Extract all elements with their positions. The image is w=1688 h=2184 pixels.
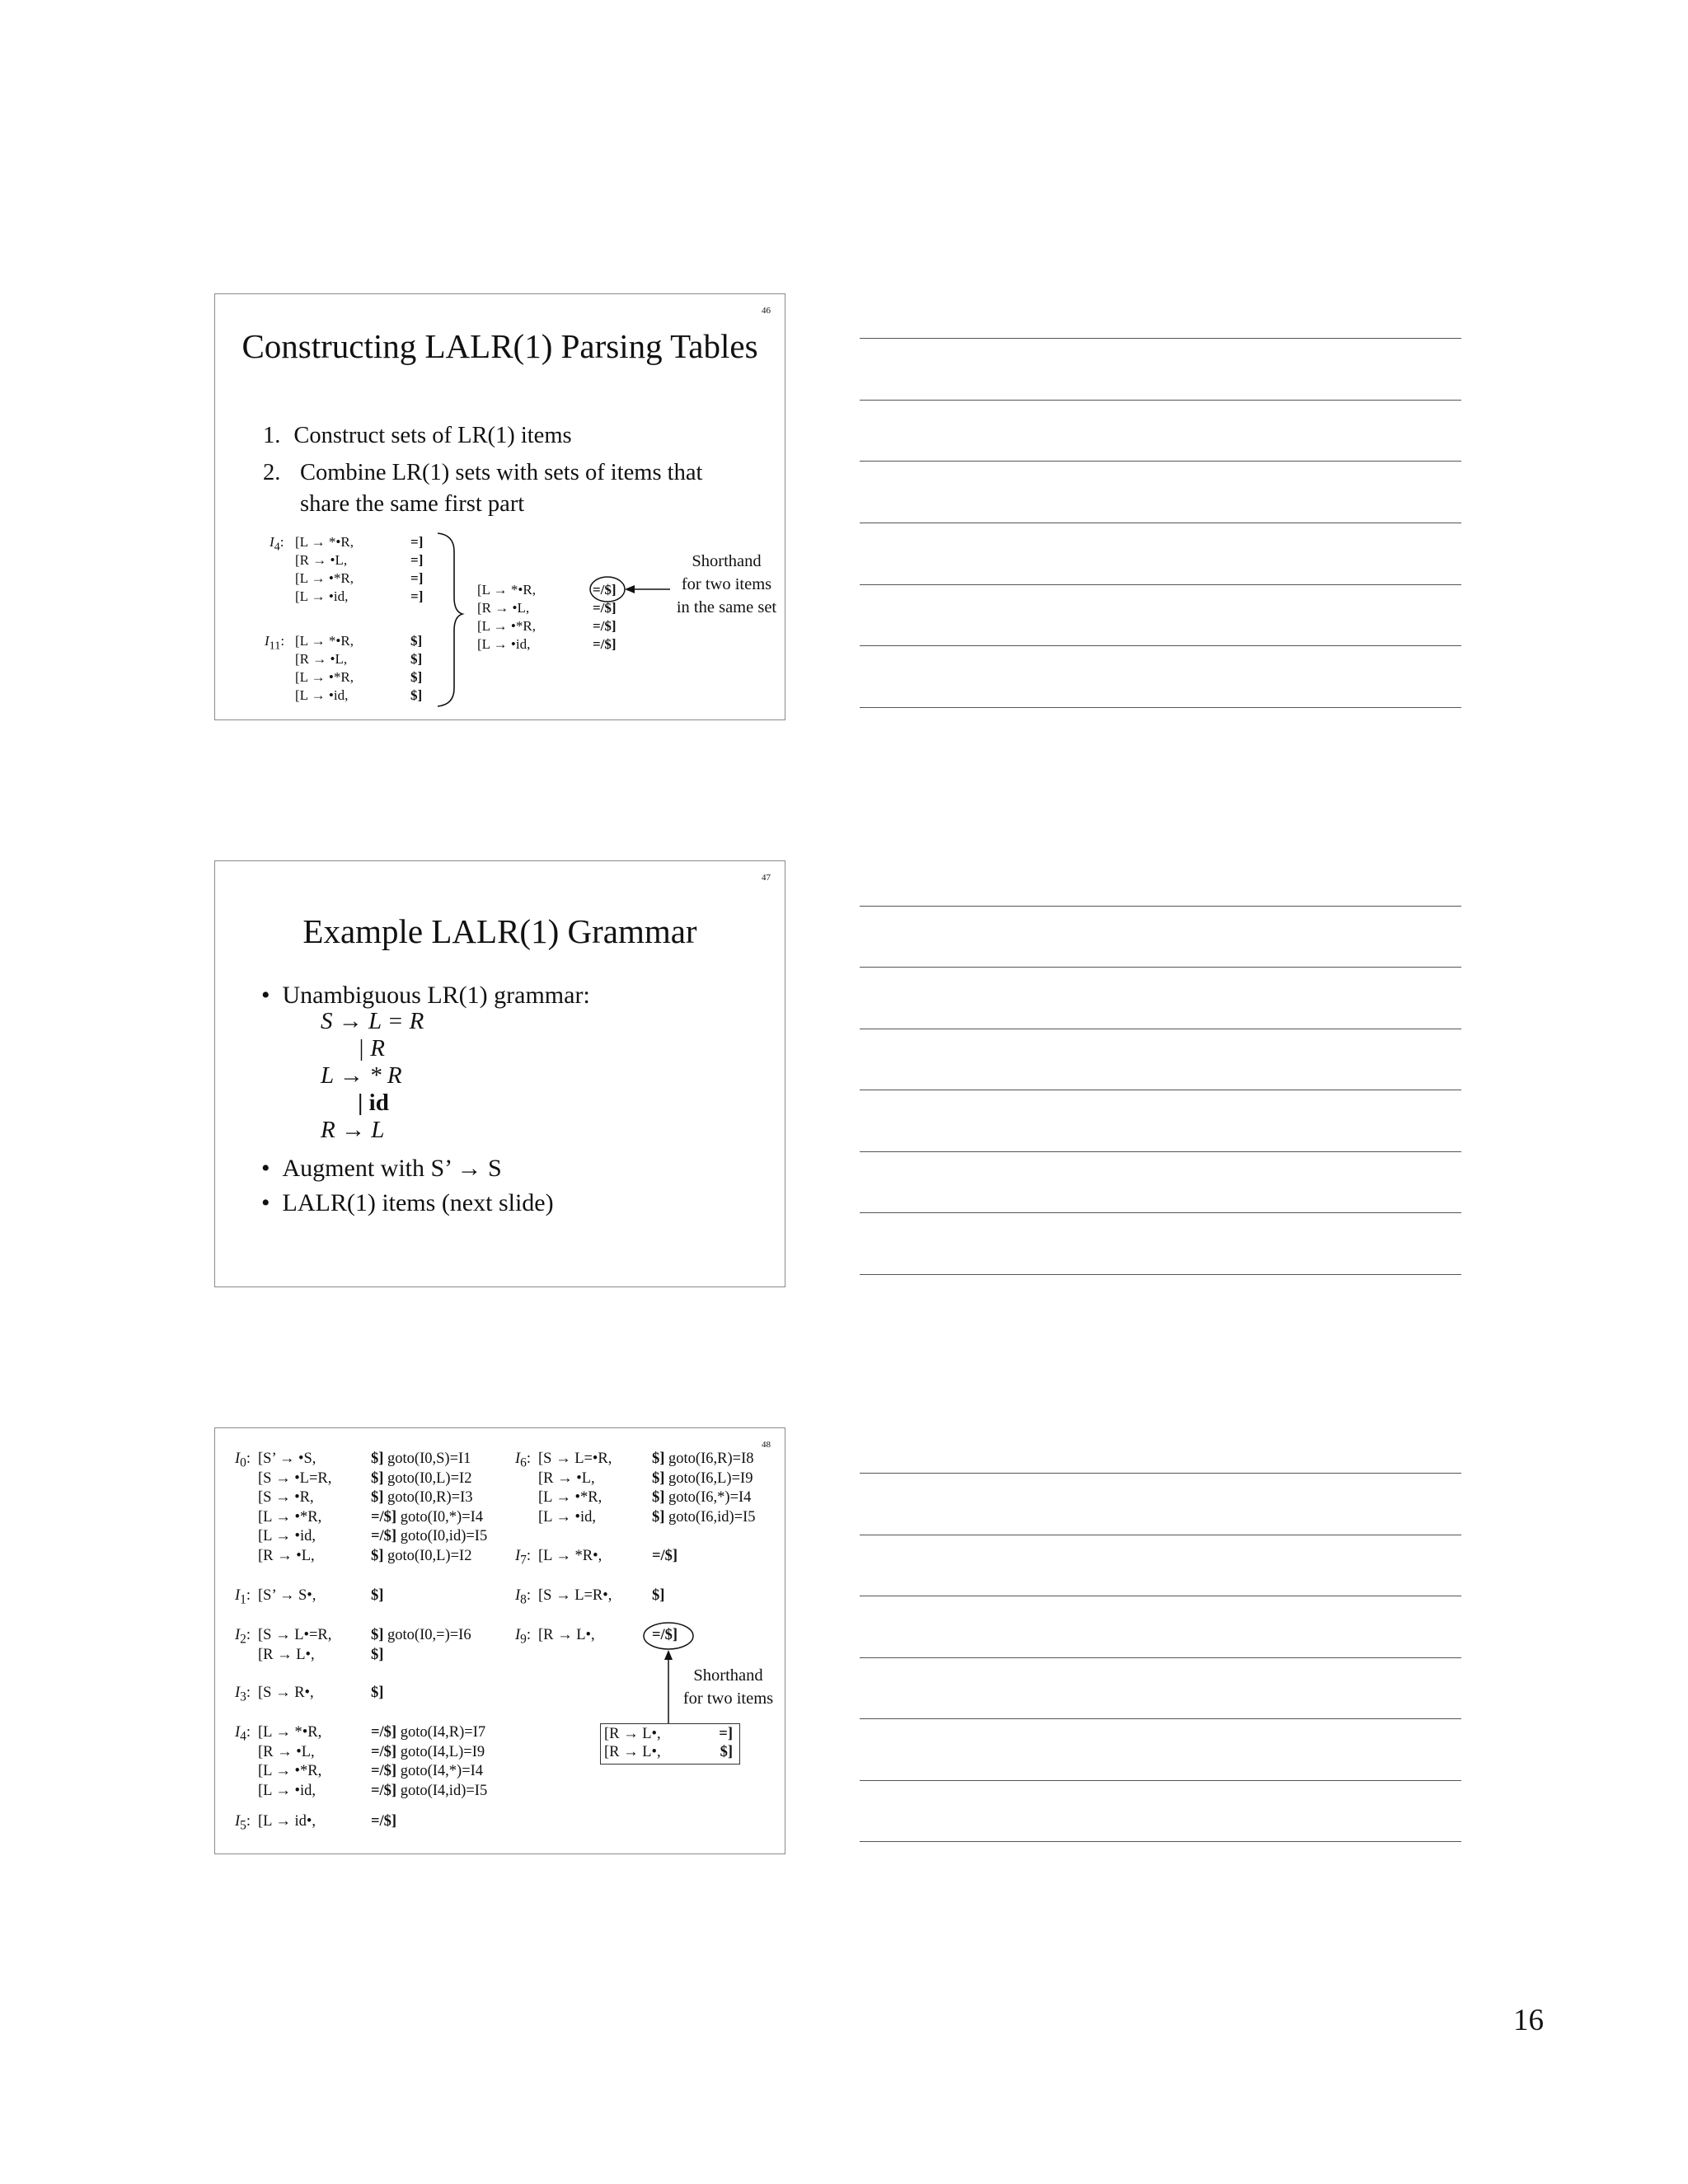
set-label-i8: $I_8$: [515,1587,532,1607]
item-row: [R → •L, [295,552,348,568]
merge-brace [438,533,462,706]
items-i3: [S → R•, [258,1685,314,1701]
item-row: [L → •*R, [295,669,354,685]
set-label-i2: $I_2$: [235,1627,251,1647]
grammar-rule: R → L [321,1117,385,1143]
lookahead-goto-i6: $] goto(I6,R)=I8 $] goto(I6,L)=I9 $] goto(I6,*)=I4 $] goto(I6,id)=I5 [652,1451,756,1526]
set-label-i6: $I_6$: [515,1451,532,1470]
set-label-i5: $I_5$: [235,1813,251,1833]
note-line [860,1473,1461,1474]
set-label-i1: $I_1$: [235,1587,251,1607]
note-line [860,906,1461,907]
grammar-rule: L → * R [321,1062,402,1089]
shorthand-note: Shorthand for two items in the same set [676,552,777,616]
slide-number: 48 [762,1440,771,1450]
note-line [860,400,1461,401]
set-label-i7: $I_7$: [515,1548,532,1568]
note-arrow-head [664,1650,673,1660]
slide-46: 46 Constructing LALR(1) Parsing Tables 1. Construct sets of LR(1) items 2. Combine LR(1) sets with sets of items that share the same first part $I_4$: [L → *•R, [R → •L, [L → •*R, [L → •id, =] =] =] =] $I_{11}$: [L → *•R, [R → •L, [L → •*R, [L → •id, $] $] $] $] [L → *•R, [R → •L, [L → •*R, [L → •id, =/$] =/$] =/$] =/$] Shorthand for two items in the same set [214,293,785,720]
items-i0: [S’ → •S, [S → •L=R, [S → •R, [L → •*R, [L → •id, [R → •L, [258,1451,332,1564]
note-line [860,1151,1461,1152]
merged-lookaheads: =/$] =/$] =/$] =/$] [593,582,617,652]
slide-number: 47 [762,873,771,883]
item-row: [R → •L, [477,600,530,616]
item-row: [L → •id, [295,588,349,604]
lookahead-circle [644,1623,693,1649]
slide-number: 46 [762,306,771,316]
note-line [860,1841,1461,1842]
bullet-augment: • Augment with S’ → S [261,1155,502,1182]
note-line [860,1657,1461,1658]
set-label-i3: $I_3$: [235,1685,251,1704]
lookahead-goto-i5: =/$] [371,1813,397,1830]
note-line [860,1718,1461,1719]
item-row: [L → *•R, [477,582,536,598]
lookahead-goto-i8: $] [652,1587,665,1604]
item-row: [R → •L, [295,651,348,667]
lookahead-goto-i9: =/$] [652,1627,678,1643]
item-row: [L → •id, [477,636,531,652]
lookaheads-i11: $] $] $] $] [410,633,423,703]
lookahead-circle [590,577,625,602]
items-i4: [L → *•R, [R → •L, [L → •*R, [L → •id, [258,1724,322,1799]
item-row: [L → •id, [295,687,349,703]
slide-48 [214,1427,785,1854]
bullet-grammar: • Unambiguous LR(1) grammar: [261,982,590,1009]
note-line [860,1780,1461,1781]
item-row: [L → •*R, [477,618,536,634]
note-line [860,1274,1461,1275]
note-line [860,967,1461,968]
shorthand-box: [R → L•, =] [R → L•, $] [600,1723,740,1765]
grammar-rule: | R [358,1035,385,1062]
items-i8: [S → L=R•, [538,1587,612,1604]
item-row: [L → *•R, [295,534,354,550]
set-label-i11: $I_{11}$: [265,633,285,653]
slide-46-graphics [215,294,786,721]
slide-48-graphics [215,1428,786,1855]
lookahead-goto-i0: $] goto(I0,S)=I1 $] goto(I0,L)=I2 $] goto(I0,R)=I3 =/$] goto(I0,*)=I4 =/$] goto(I0,id)=I5 $] goto(I0,L)=I2 [371,1451,488,1564]
shorthand-note: Shorthand for two items [682,1666,774,1708]
lookahead-goto-i4: =/$] goto(I4,R)=I7 =/$] goto(I4,L)=I9 =/$] goto(I4,*)=I4 =/$] goto(I4,id)=I5 [371,1724,488,1799]
set-label-i9: $I_9$: [515,1627,532,1647]
grammar-rule: | id [358,1090,389,1116]
bullet-items: • LALR(1) items (next slide) [261,1189,554,1216]
note-line [860,584,1461,585]
items-i1: [S’ → S•, [258,1587,316,1604]
items-i7: [L → *R•, [538,1548,603,1564]
lookaheads-i4: =] =] =] =] [410,534,424,604]
set-label-i0: $I_0$: [235,1451,251,1470]
slide-title: Constructing LALR(1) Parsing Tables [241,327,758,365]
note-arrow-head [625,585,635,593]
item-row: [L → •*R, [295,570,354,586]
set-label-i4: $I_4$: [235,1724,251,1744]
slide-47 [214,860,785,1287]
note-line [860,1212,1461,1213]
page-number: 16 [1513,2004,1544,2037]
items-i9: [R → L•, [538,1627,595,1643]
lookahead-goto-i3: $] [371,1685,384,1701]
note-line [860,461,1461,462]
items-i5: [L → id•, [258,1813,316,1830]
set-label-i4: $I_4$: [270,534,284,554]
grammar-rule: S → L = R [321,1008,424,1034]
item-row: [L → *•R, [295,633,354,649]
note-line [860,338,1461,339]
lookahead-goto-i2: $] goto(I0,=)=I6 $] [371,1627,471,1663]
lookahead-goto-i1: $] [371,1587,384,1604]
note-line [860,645,1461,646]
items-i6: [S → L=•R, [R → •L, [L → •*R, [L → •id, [538,1451,612,1526]
lookahead-goto-i7: =/$] [652,1548,678,1564]
note-line [860,707,1461,708]
slide-title: Example LALR(1) Grammar [302,912,697,950]
step-1: 1. Construct sets of LR(1) items [263,423,572,448]
items-i2: [S → L•=R, [R → L•, [258,1627,332,1663]
